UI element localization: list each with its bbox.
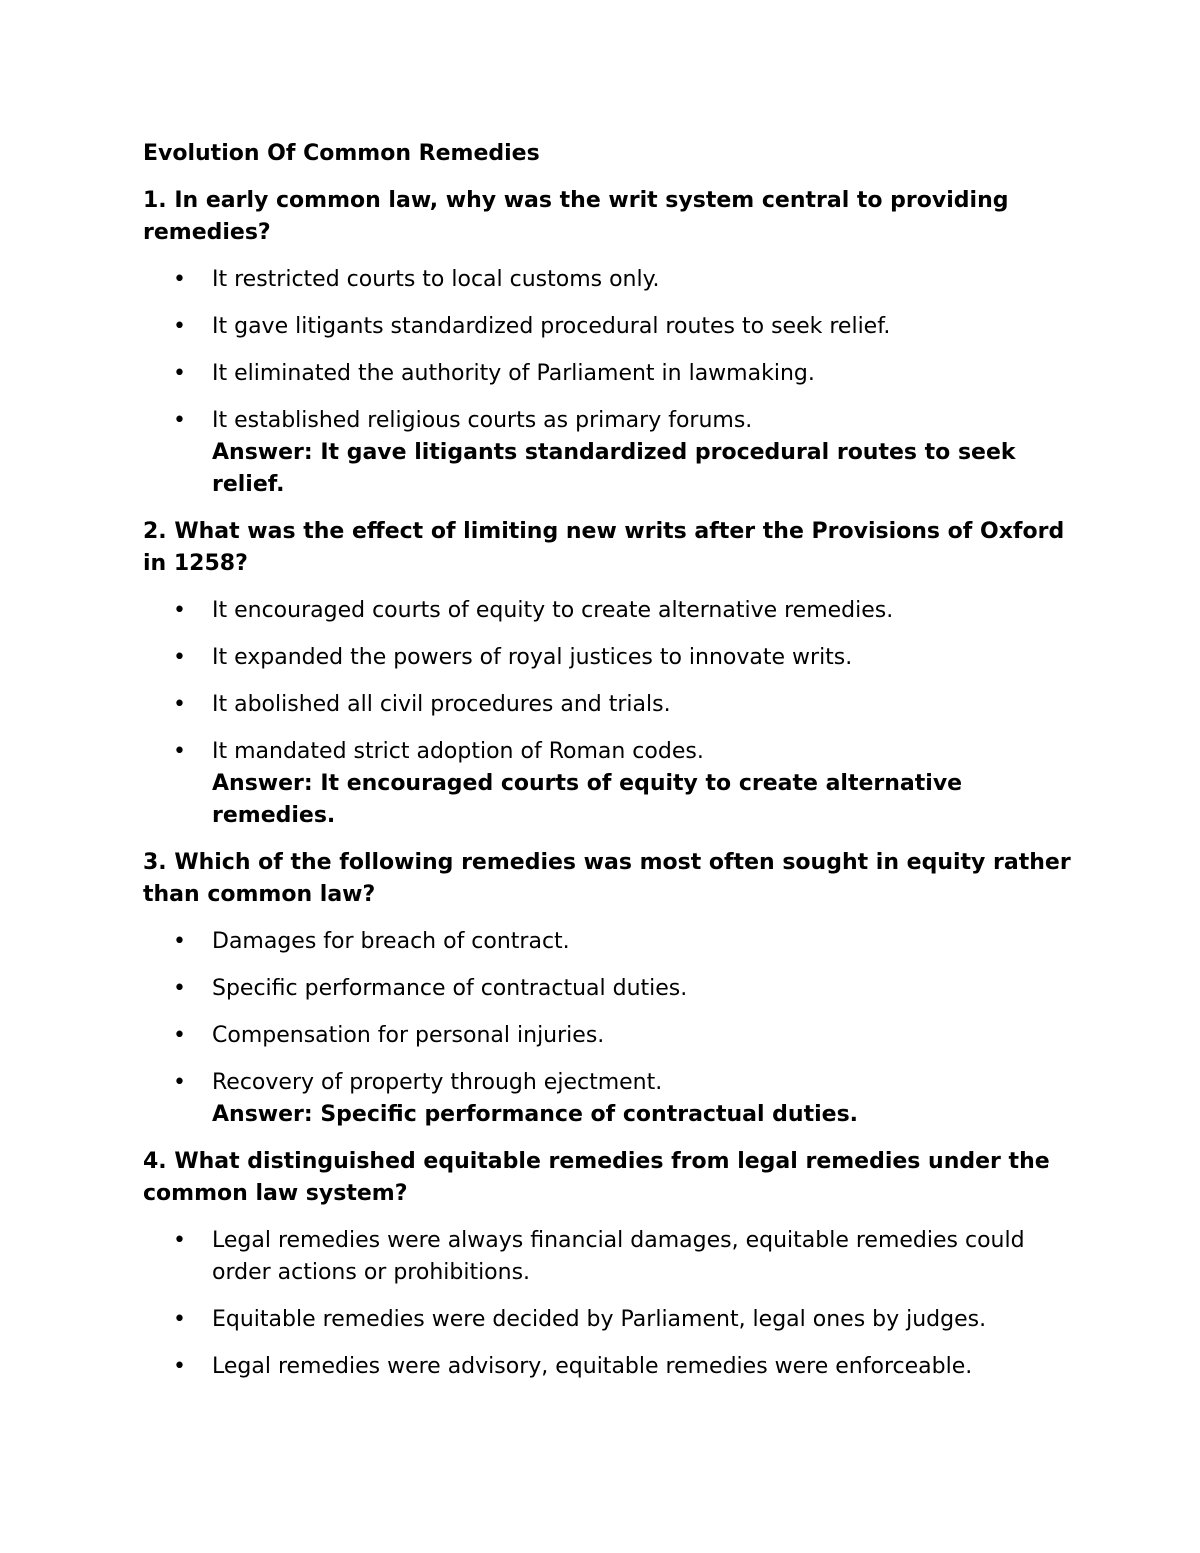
- option-text: Recovery of property through ejectment.: [212, 1070, 663, 1095]
- option-text: Legal remedies were advisory, equitable remedies were enforceable.: [212, 1354, 973, 1379]
- question-1: 1. In early common law, why was the writ system central to providing remedies?: [143, 188, 1009, 245]
- answer-text: Answer: It encouraged courts of equity to create alternative remedies.: [212, 771, 963, 828]
- option-text: It gave litigants standardized procedural routes to seek relief.: [212, 314, 891, 339]
- document-title: Evolution Of Common Remedies: [143, 141, 540, 166]
- option-item: [143, 1304, 1073, 1336]
- bullet-icon: •: [173, 929, 186, 954]
- question-1-options: [143, 264, 1073, 501]
- option-item: [143, 358, 1073, 390]
- option-item: [143, 595, 1073, 627]
- option-text: It abolished all civil procedures and trials.: [212, 692, 671, 717]
- bullet-icon: •: [173, 1023, 186, 1048]
- bullet-icon: •: [173, 645, 186, 670]
- question-3: 3. Which of the following remedies was most often sought in equity rather than common law?: [143, 850, 1071, 907]
- option-item: [143, 264, 1073, 296]
- option-text: It established religious courts as primary forums.: [212, 408, 753, 433]
- option-item: [143, 1225, 1073, 1289]
- bullet-icon: •: [173, 1228, 186, 1253]
- bullet-icon: •: [173, 1307, 186, 1332]
- option-text: It eliminated the authority of Parliament in lawmaking.: [212, 361, 815, 386]
- option-text: Legal remedies were always financial damages, equitable remedies could order actions or prohibitions.: [212, 1228, 1025, 1285]
- option-item: [143, 1351, 1073, 1383]
- option-item: [143, 642, 1073, 674]
- question-3-options: [143, 926, 1073, 1131]
- option-item: [143, 973, 1073, 1005]
- answer-text: Answer: Specific performance of contractual duties.: [212, 1102, 859, 1127]
- bullet-icon: •: [173, 267, 186, 292]
- bullet-icon: •: [173, 976, 186, 1001]
- option-text: Compensation for personal injuries.: [212, 1023, 605, 1048]
- bullet-icon: •: [173, 1070, 186, 1095]
- option-text: It mandated strict adoption of Roman codes.: [212, 739, 704, 764]
- bullet-icon: •: [173, 692, 186, 717]
- option-item: [143, 736, 1073, 832]
- option-text: Equitable remedies were decided by Parliament, legal ones by judges.: [212, 1307, 987, 1332]
- bullet-icon: •: [173, 408, 186, 433]
- option-item: [143, 311, 1073, 343]
- option-item: [143, 1067, 1073, 1131]
- option-text: It expanded the powers of royal justices to innovate writs.: [212, 645, 853, 670]
- bullet-icon: •: [173, 739, 186, 764]
- bullet-icon: •: [173, 361, 186, 386]
- bullet-icon: •: [173, 314, 186, 339]
- bullet-icon: •: [173, 1354, 186, 1379]
- option-text: Damages for breach of contract.: [212, 929, 570, 954]
- bullet-icon: •: [173, 598, 186, 623]
- question-2-options: [143, 595, 1073, 832]
- option-text: Specific performance of contractual duties.: [212, 976, 688, 1001]
- option-item: [143, 689, 1073, 721]
- question-4-options: [143, 1225, 1073, 1383]
- option-item: [143, 1020, 1073, 1052]
- question-4: 4. What distinguished equitable remedies from legal remedies under the common law system?: [143, 1149, 1050, 1206]
- answer-text: Answer: It gave litigants standardized procedural routes to seek relief.: [212, 440, 1016, 497]
- option-text: It restricted courts to local customs only.: [212, 267, 660, 292]
- question-2: 2. What was the effect of limiting new writs after the Provisions of Oxford in 1258?: [143, 519, 1065, 576]
- option-item: [143, 926, 1073, 958]
- document-page: [143, 138, 1073, 1398]
- option-text: It encouraged courts of equity to create alternative remedies.: [212, 598, 894, 623]
- option-item: [143, 405, 1073, 501]
